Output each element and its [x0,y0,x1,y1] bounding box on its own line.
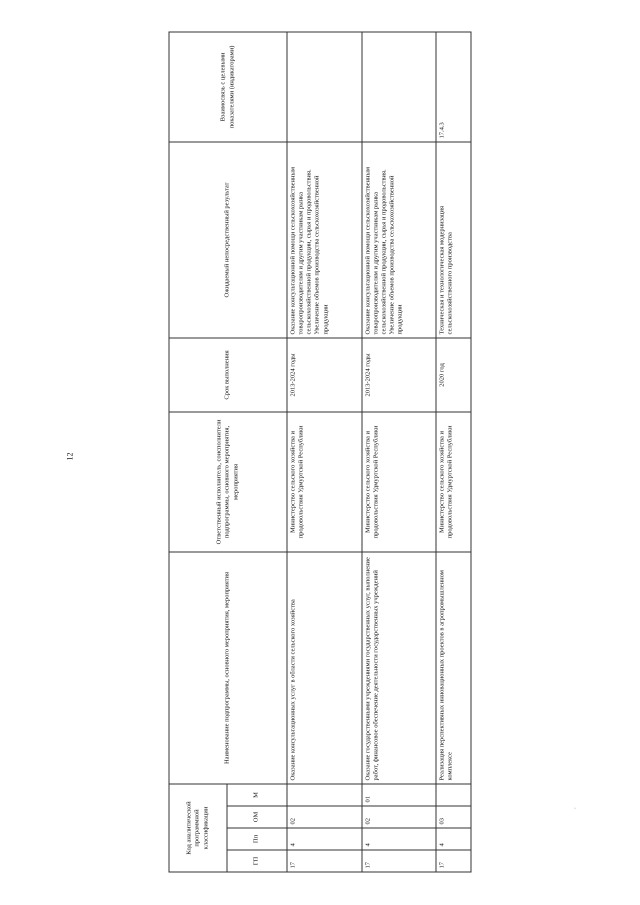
cell-name: Оказание консультационных услуг в области сельского хозяйства [287,552,362,784]
header-link: Взаимосвязь с целевыми показателями (индикаторами) [169,32,287,142]
cell-name: Реализация перспективных инновационных проектов в агропромышленном комплексе [436,552,471,784]
header-om: ОМ [227,806,287,828]
header-pp: Пп [227,828,287,850]
cell-om: 02 [362,806,437,828]
cell-pp: 4 [362,828,437,850]
cell-pp: 4 [287,828,362,850]
header-term: Срок выполнения [169,338,287,412]
header-code-group: Код аналитической программной классификации [169,784,227,872]
cell-link [287,32,362,142]
header-responsible: Ответственный исполнитель, соисполнители подпрограммы, основного мероприятия, мероприятия [169,412,287,552]
rotated-table-container [169,32,472,872]
cell-name: Оказание государственными учреждениями государственных услуг, выполнение работ, финансовое обеспечение деятельности государственных учреждений [362,552,437,784]
cell-term: 2013-2024 годы [287,338,362,412]
cell-gp: 17 [436,850,471,872]
scan-speck: · [574,806,576,812]
header-result: Ожидаемый непосредственный результат [169,142,287,338]
cell-term: 2020 год [436,338,471,412]
cell-link: 17.4.3 [436,32,471,142]
cell-gp: 17 [362,850,437,872]
program-measures-table [169,31,472,872]
cell-result: Оказание консультационной помощи сельскохозяйственным товаропроизводителям и другим участникам рынка сельскохозяйственной продукции, сырья и продовольствия. Увеличение объемов производства сельскохозяйственной продукции [362,142,437,338]
cell-responsible: Министерство сельского хозяйства и продовольствия Удмуртской Республики [362,412,437,552]
cell-m [436,784,471,806]
cell-pp: 4 [436,828,471,850]
table-row [436,32,471,872]
cell-m [287,784,362,806]
header-name: Наименование подпрограммы, основного мероприятия, мероприятия [169,552,287,784]
cell-om: 02 [287,806,362,828]
cell-om: 03 [436,806,471,828]
cell-responsible: Министерство сельского хозяйства и продовольствия Удмуртской Республики [436,412,471,552]
table-row [362,32,437,872]
cell-result: Оказание консультационной помощи сельскохозяйственным товаропроизводителям и другим участникам рынка сельскохозяйственной продукции, сырья и продовольствия. Увеличение объемов производства сельскохозяйственной продукции [287,142,362,338]
cell-responsible: Министерство сельского хозяйства и продовольствия Удмуртской Республики [287,412,362,552]
cell-gp: 17 [287,850,362,872]
page-number: 12 [65,452,75,461]
cell-m: 01 [362,784,437,806]
table-row [287,32,362,872]
cell-result: Техническая и технологическая модернизация сельскохозяйственного производства [436,142,471,338]
cell-term: 2013-2024 годы [362,338,437,412]
header-m: М [227,784,287,806]
cell-link [362,32,437,142]
header-gp: ГП [227,850,287,872]
